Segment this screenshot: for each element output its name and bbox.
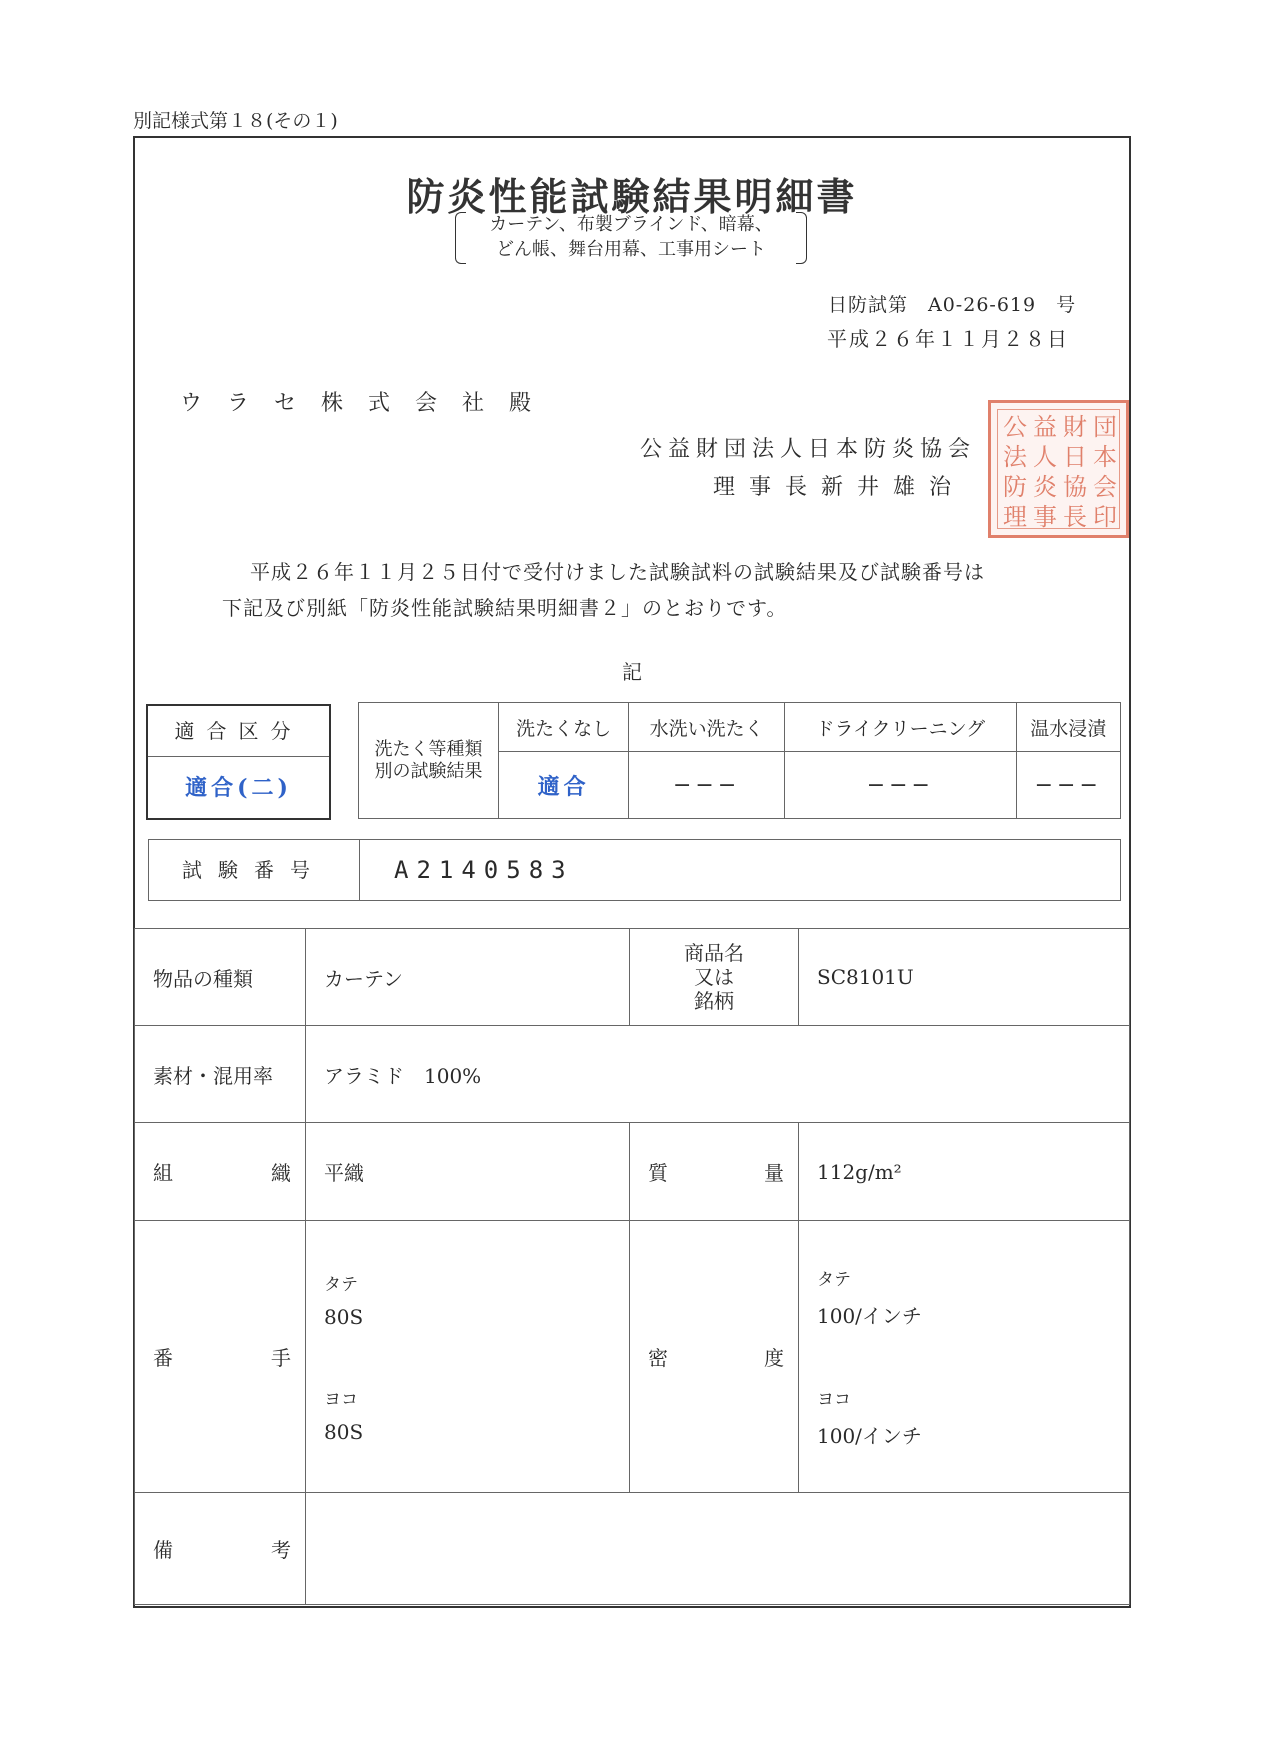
seal-char: 会 — [1093, 473, 1117, 501]
conformity-value: 適合(二) — [185, 775, 292, 801]
yarn-weft-value: 80S — [324, 1419, 364, 1444]
addressee: ウラセ株式会社殿 — [180, 391, 557, 416]
seal-char: 財 — [1063, 413, 1087, 441]
seal-char: 印 — [1093, 503, 1117, 531]
remarks-label-a: 備 — [153, 1538, 173, 1562]
doc-number: 日防試第 A0-26-619 号 — [828, 294, 1077, 316]
seal-char: 長 — [1063, 503, 1087, 531]
wash-value-none: 適合 — [499, 752, 629, 819]
seal-char: 日 — [1063, 443, 1087, 471]
density-label — [630, 1221, 799, 1493]
seal-characters — [1001, 413, 1119, 531]
weight-value: 112g/m² — [799, 1123, 1130, 1221]
wash-value-dry: −−− — [785, 752, 1016, 819]
issue-date: 平成２６年１１月２８日 — [827, 327, 1069, 351]
density-label-b: 度 — [764, 1346, 784, 1370]
density-weft-value: 100/インチ — [817, 1423, 922, 1448]
conformity-label: 適合区分 — [148, 706, 329, 757]
weave-label — [135, 1123, 306, 1221]
yarn-value — [306, 1221, 630, 1493]
density-label-a: 密 — [648, 1346, 668, 1370]
details-table — [134, 928, 1130, 1605]
body-text-line1: 平成２６年１１月２５日付で受付けました試験試料の試験結果及び試験番号は — [250, 560, 985, 584]
yarn-label-b: 手 — [271, 1346, 291, 1370]
weave-label-a: 組 — [153, 1161, 173, 1185]
seal-char: 協 — [1063, 473, 1087, 501]
issuer-president: 理事長新井雄治 — [713, 475, 966, 500]
form-label: 別記様式第１８(その１) — [133, 110, 338, 132]
weight-label — [630, 1123, 799, 1221]
seal-char: 益 — [1033, 413, 1057, 441]
test-number-box — [148, 839, 1121, 901]
weight-label-b: 量 — [764, 1161, 784, 1185]
wash-col-none: 洗たくなし — [499, 703, 629, 752]
yarn-label-a: 番 — [153, 1346, 173, 1370]
test-number-value: A2140583 — [394, 856, 574, 884]
item-type-label: 物品の種類 — [135, 929, 306, 1026]
seal-char: 事 — [1033, 503, 1057, 531]
page-title: 防炎性能試験結果明細書 — [406, 174, 858, 219]
wash-col-dry: ドライクリーニング — [785, 703, 1016, 752]
subtitle-line1: カーテン、布製ブラインド、暗幕、 — [489, 214, 773, 235]
seal-char: 人 — [1033, 443, 1057, 471]
wash-col-water: 水洗い洗たく — [629, 703, 785, 752]
yarn-warp-value: 80S — [324, 1304, 364, 1329]
wash-value-water: −−− — [629, 752, 785, 819]
seal-char: 公 — [1003, 413, 1027, 441]
wash-value-hotwater: −−− — [1016, 752, 1120, 819]
conformity-box — [146, 704, 331, 820]
test-number-label: 試験番号 — [149, 840, 360, 900]
ki-heading: 記 — [622, 660, 642, 684]
weave-label-b: 織 — [271, 1161, 291, 1185]
seal-char: 防 — [1003, 473, 1027, 501]
official-seal — [988, 400, 1129, 538]
weave-value: 平織 — [306, 1123, 630, 1221]
product-name-label-line2: 又は — [694, 965, 734, 989]
body-text-line2: 下記及び別紙「防炎性能試験結果明細書２」のとおりです。 — [222, 596, 788, 620]
product-name-value: SC8101U — [799, 929, 1130, 1026]
material-value: アラミド 100% — [306, 1026, 1130, 1123]
wash-col-hotwater: 温水浸漬 — [1016, 703, 1120, 752]
density-warp-value: 100/インチ — [817, 1303, 922, 1328]
density-warp-label: タテ — [817, 1269, 851, 1290]
product-name-label — [630, 929, 799, 1026]
yarn-warp-label: タテ — [324, 1274, 358, 1295]
material-label: 素材・混用率 — [135, 1026, 306, 1123]
left-bracket — [455, 212, 466, 264]
yarn-label — [135, 1221, 306, 1493]
wash-row-header — [359, 703, 499, 819]
issuer-org: 公益財団法人日本防炎協会 — [640, 437, 977, 462]
subtitle — [455, 212, 807, 264]
wash-results-table — [358, 702, 1121, 819]
wash-row-header-line2: 別の試験結果 — [374, 760, 483, 782]
right-bracket — [796, 212, 807, 264]
weight-label-a: 質 — [648, 1161, 668, 1185]
density-value — [799, 1221, 1130, 1493]
product-name-label-line3: 銘柄 — [694, 989, 734, 1013]
remarks-value — [306, 1493, 1130, 1605]
remarks-label-b: 考 — [271, 1538, 291, 1562]
seal-char: 本 — [1093, 443, 1117, 471]
seal-char: 法 — [1003, 443, 1027, 471]
seal-char: 炎 — [1033, 473, 1057, 501]
product-name-label-line1: 商品名 — [684, 941, 744, 965]
density-weft-label: ヨコ — [817, 1389, 851, 1410]
yarn-weft-label: ヨコ — [324, 1389, 358, 1410]
remarks-label — [135, 1493, 306, 1605]
wash-row-header-line1: 洗たく等種類 — [374, 738, 483, 760]
subtitle-line2: どん帳、舞台用幕、工事用シート — [496, 239, 766, 260]
seal-char: 理 — [1003, 503, 1027, 531]
item-type-value: カーテン — [306, 929, 630, 1026]
seal-char: 団 — [1093, 413, 1117, 441]
